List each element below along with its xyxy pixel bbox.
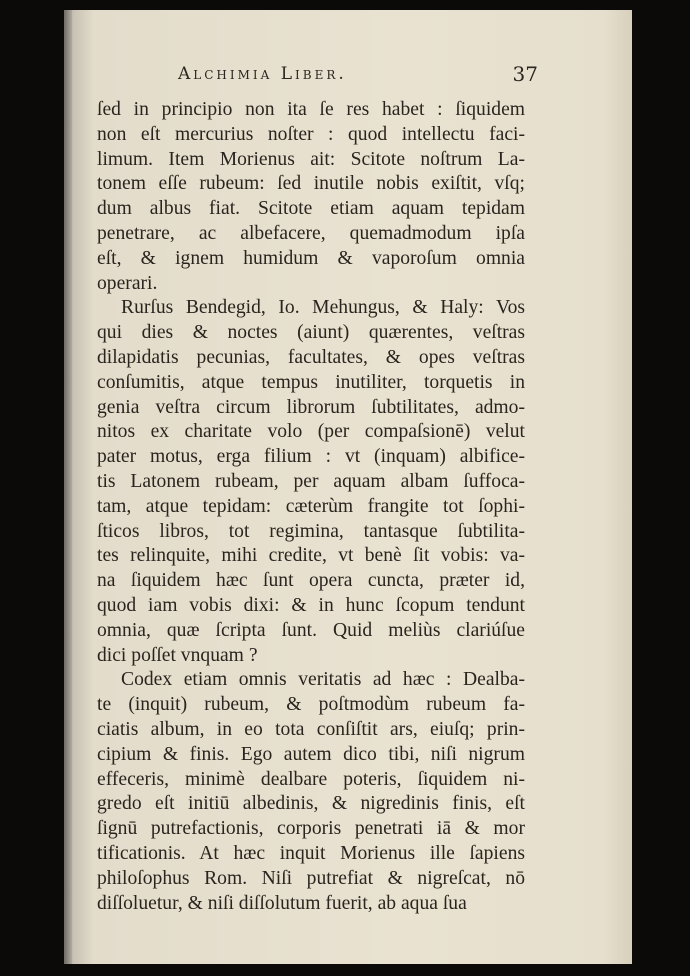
- text-line: na ſiquidem hæc ſunt opera cuncta, præter id,: [97, 570, 525, 592]
- text-line: conſumitis, atque tempus inutiliter, torquetis in: [97, 371, 525, 393]
- text-line: dici poſſet vnquam ?: [97, 644, 258, 666]
- text-line: omnia, quæ ſcripta ſunt. Quid meliùs clariúſue: [97, 619, 525, 641]
- text-line: tam, atque tepidam: cæterùm frangite tot ſophi-: [97, 495, 525, 517]
- text-line: penetrare, ac albefacere, quemadmodum ipſa: [97, 222, 525, 244]
- text-line: ſignū putrefactionis, corporis penetrati iā & mor: [97, 818, 525, 840]
- running-header: [178, 64, 538, 92]
- text-line: ſed in principio non ita ſe res habet : ſiquidem: [97, 99, 525, 120]
- text-line: tis Latonem rubeam, per aquam albam ſuffoca-: [97, 470, 525, 492]
- running-title: Alchimia Liber.: [178, 64, 347, 84]
- text-line: quod iam vobis dixi: & in hunc ſcopum tendunt: [97, 594, 525, 616]
- page-number: 37: [512, 62, 538, 86]
- text-line: philoſophus Rom. Niſi putrefiat & nigreſcat, nō: [97, 867, 525, 889]
- text-line: cipium & finis. Ego autem dico tibi, niſi nigrum: [97, 743, 525, 765]
- page-edge-shadow: [64, 10, 72, 964]
- text-line: eſt, & ignem humidum & vaporoſum omnia: [97, 247, 525, 269]
- text-line: dilapidatis pecunias, facultates, & opes veſtras: [97, 346, 525, 368]
- text-line: operari.: [97, 272, 158, 294]
- body-text: [97, 98, 525, 916]
- text-line: nitos ex charitate volo (per compaſsionē) velut: [97, 421, 525, 443]
- text-line: limum. Item Morienus ait: Scitote noſtrum La-: [97, 148, 525, 170]
- text-line: te (inquit) rubeum, & poſtmodùm rubeum fa-: [97, 694, 525, 716]
- text-line: pater motus, erga filium : vt (inquam) albifice-: [97, 446, 525, 468]
- text-line: ſticos libros, tot regimina, tantasque ſubtilita-: [97, 520, 525, 542]
- text-line: diſſoluetur, & niſi diſſolutum fuerit, ab aqua ſua: [97, 892, 467, 914]
- text-line: dum albus fiat. Scitote etiam aquam tepidam: [97, 198, 525, 220]
- text-line: tonem eſſe rubeum: ſed inutile nobis exiſtit, vſq;: [97, 173, 525, 195]
- text-line: tes relinquite, mihi credite, vt benè ſit vobis: va-: [97, 545, 525, 567]
- text-line: non eſt mercurius noſter : quod intellectu faci-: [97, 123, 525, 145]
- text-line: tificationis. At hæc inquit Morienus ille ſapiens: [97, 842, 525, 864]
- text-line: ciatis album, in eo tota conſiſtit ars, eiuſq; prin-: [97, 718, 525, 740]
- text-line: effeceris, minimè dealbare poteris, ſiquidem ni-: [97, 768, 525, 790]
- text-line: Rurſus Bendegid, Io. Mehungus, & Haly: Vos: [121, 297, 525, 319]
- text-line: gredo eſt initiū albedinis, & nigredinis finis, eſt: [97, 793, 525, 815]
- text-line: genia veſtra circum librorum ſubtilitates, admo-: [97, 396, 525, 418]
- text-line: qui dies & noctes (aiunt) quærentes, veſtras: [97, 322, 525, 344]
- text-line: Codex etiam omnis veritatis ad hæc : Dealba-: [121, 669, 525, 691]
